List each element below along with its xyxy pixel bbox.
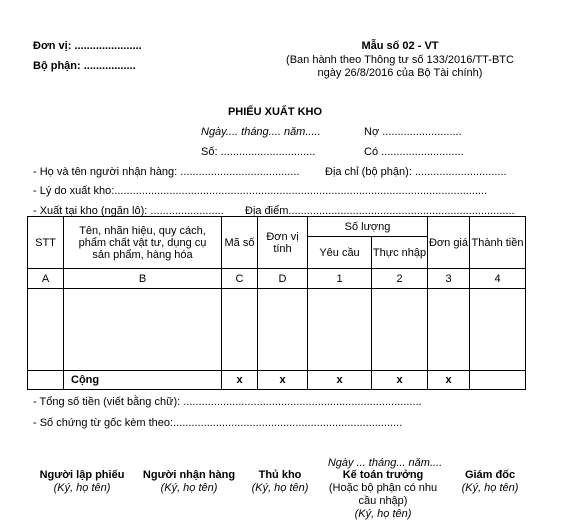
header-unit: Đơn vị tính (258, 217, 308, 269)
empty-cell (222, 289, 258, 371)
accountant-sign: (Ký, họ tên) (354, 508, 412, 520)
table-row (28, 289, 526, 371)
total-mark: x (222, 371, 258, 390)
keeper-note: (Ký, họ tên) (251, 482, 309, 494)
location-field: Địa điểm.......................................................................... (245, 205, 515, 217)
credit-line: Có ........................... (364, 146, 464, 158)
header-unit-price: Đơn giá (428, 217, 470, 269)
empty-cell (28, 371, 64, 390)
empty-cell (372, 289, 428, 371)
empty-cell (428, 289, 470, 371)
receiver-title: Người nhận hàng (142, 469, 236, 481)
director-title: Giám đốc (464, 469, 516, 481)
total-mark: x (372, 371, 428, 390)
signature-date: Ngày ... tháng... năm.... (327, 457, 443, 469)
warehouse-field: - Xuất tại kho (ngăn lô): ........................ (33, 205, 224, 217)
empty-cell (308, 289, 372, 371)
header-actual: Thực nhập (372, 237, 428, 269)
code-cell: B (64, 269, 222, 289)
total-in-words: - Tổng số tiền (viết bằng chữ): .............................................................................. (33, 396, 422, 408)
header-amount: Thành tiền (470, 217, 526, 269)
preparer-note: (Ký, họ tên) (53, 482, 111, 494)
department-label: Bộ phận: ................. (33, 60, 136, 72)
address-field: Địa chỉ (bộ phận): .............................. (325, 166, 507, 178)
regulation-line-1: (Ban hành theo Thông tư số 133/2016/TT-BTC (286, 54, 514, 66)
code-cell: C (222, 269, 258, 289)
receiver-note: (Ký, họ tên) (160, 482, 218, 494)
header-item-name: Tên, nhãn hiệu, quy cách, phẩm chất vật tư, dụng cụ sản phẩm, hàng hóa (64, 217, 222, 269)
code-cell: 3 (428, 269, 470, 289)
code-cell: 4 (470, 269, 526, 289)
keeper-title: Thủ kho (258, 469, 302, 481)
header-code: Mã số (222, 217, 258, 269)
total-mark: x (258, 371, 308, 390)
recipient-field: - Họ và tên người nhận hàng: ....................................... (33, 166, 300, 178)
signature-keeper (240, 469, 320, 495)
total-label: Cộng (64, 371, 222, 390)
date-line: Ngày.... tháng.... năm..... (201, 126, 321, 138)
reason-field: - Lý do xuất kho:.......................................................................................................................... (33, 185, 488, 197)
empty-cell (258, 289, 308, 371)
form-number: Mẫu số 02 - VT (361, 40, 439, 52)
code-cell: 1 (308, 269, 372, 289)
total-mark: x (308, 371, 372, 390)
total-row (28, 371, 526, 390)
empty-cell (470, 371, 526, 390)
signature-receiver (135, 469, 243, 495)
accountant-title: Kế toán trưởng (342, 469, 424, 481)
code-cell: 2 (372, 269, 428, 289)
header-stt: STT (28, 217, 64, 269)
unit-label: Đơn vị: ...................... (33, 40, 142, 52)
debit-line: Nợ .......................... (364, 126, 462, 138)
regulation-line-2: ngày 26/8/2016 của Bộ Tài chính) (317, 67, 483, 79)
empty-cell (28, 289, 64, 371)
preparer-title: Người lập phiếu (39, 469, 125, 481)
accountant-note: (Hoặc bộ phận có nhu cầu nhập) (328, 482, 438, 507)
empty-cell (64, 289, 222, 371)
attached-documents: - Số chứng từ gốc kèm theo:........................................................................... (33, 417, 403, 429)
header-requested: Yêu cầu (308, 237, 372, 269)
director-note: (Ký, họ tên) (461, 482, 519, 494)
voucher-number: Số: ............................... (201, 146, 316, 158)
signature-director (450, 469, 530, 495)
items-table (27, 216, 526, 390)
empty-cell (470, 289, 526, 371)
code-row (28, 269, 526, 289)
page-title: PHIẾU XUẤT KHO (227, 106, 323, 118)
signature-preparer (28, 469, 136, 495)
total-mark: x (428, 371, 470, 390)
signature-accountant (322, 469, 444, 521)
code-cell: A (28, 269, 64, 289)
header-quantity: Số lượng (308, 217, 428, 237)
code-cell: D (258, 269, 308, 289)
